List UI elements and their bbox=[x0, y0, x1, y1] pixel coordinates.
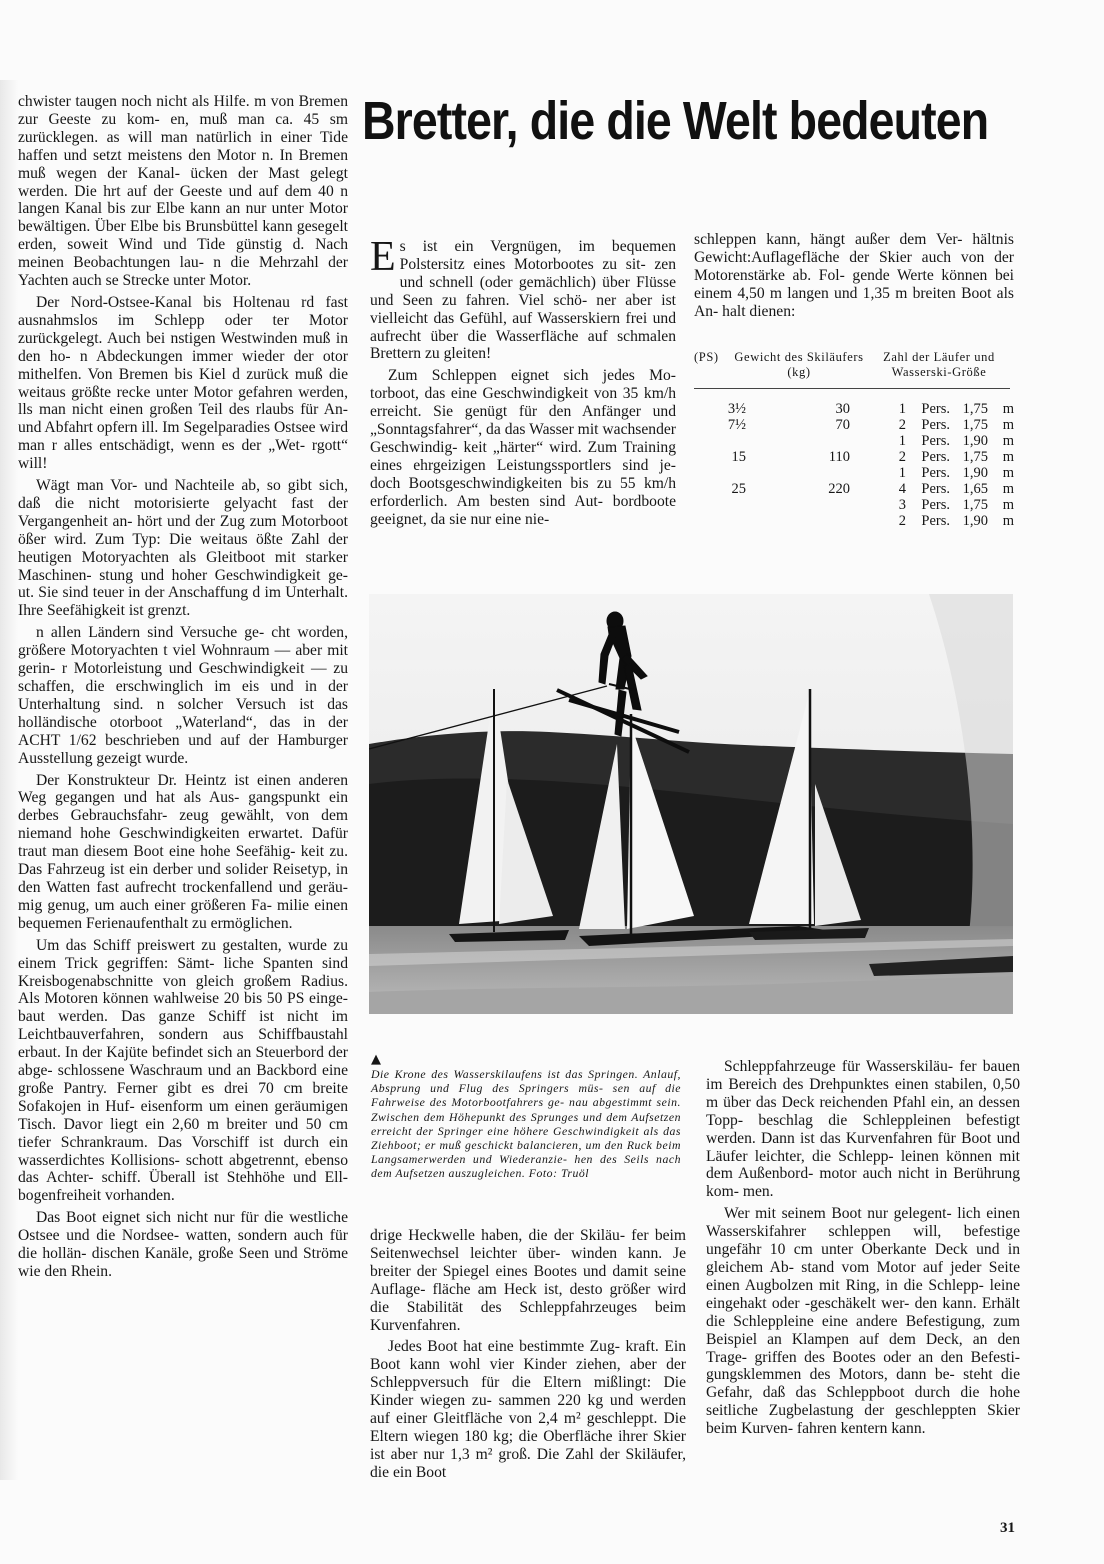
table-cell-unit: m bbox=[1002, 433, 1014, 449]
paragraph: Der Nord-Ostsee-Kanal bis Holtenau rd fast ausnahmslos im Schlepp oder ter Motor zurückgelegt. Auch bei nstigen Westwinden muß in den ho- n Abdeckungen immer wieder der otor mithelfen. Von Bremen bis Kiel d zurück muß die weitaus größte recke unter Motor gefahren werden, lls man nicht einen großen Teil des rlaubs für An- und Abfahrt opfern ill. Im Segelparadies Ostsee wird man r alles entschädigt, wenn es der „Wet- rgott“ will! bbox=[18, 293, 348, 473]
table-cell-n: 2 bbox=[898, 513, 906, 529]
paragraph: drige Heckwelle haben, die der Skiläu- fer beim Seitenwechsel leichter über- winden kann. Je breiter der Spiegel eines Bootes und damit seine Auflage- fläche am Heck ist, desto größer wird die Stabilität des Schleppfahrzeuges beim Kurvenfahren. bbox=[370, 1227, 686, 1334]
table-cell-pers: Pers. bbox=[921, 465, 950, 481]
table-cell-unit: m bbox=[1002, 449, 1014, 465]
table-cell-n: 2 bbox=[898, 417, 906, 433]
table-row bbox=[694, 497, 1014, 513]
paragraph: Schleppfahrzeuge für Wasserskiläu- fer bauen im Bereich des Drehpunktes einen stabilen, 0,50 m über das Deck reichenden Pfahl ein, an dessen Topp- beschlag die Schleppleinen befestigt werden. Dann ist das Kurvenfahren für Boot und Läufer leichter, die Schlepp- leinen können mit dem Außenbord- motor auch nicht in Berührung kom- men. bbox=[706, 1058, 1020, 1201]
table-row bbox=[694, 449, 1014, 465]
table-cell-unit: m bbox=[1002, 513, 1014, 529]
caption-marker-icon: ▲ bbox=[371, 1052, 381, 1067]
table-cell-len: 1,75 bbox=[962, 497, 988, 513]
lead-paragraph bbox=[370, 234, 676, 363]
paragraph: Um das Schiff preiswert zu gestalten, wurde zu einem Trick gegriffen: Sämt- liche Spanten sind Kreisbogenabschnitte von gleich großem Radius. Als Motoren können wahlweise 20 bis 50 PS einge- baut werden. Das ganze Schiff ist nicht im Leichtbauverfahren, sondern aus Schiffbaustahl erbaut. In der Kajüte befindet sich an Steuerbord der abge- schlossene Waschraum und an Backbord eine große Pantry. Ferner gibt es drei 70 cm breite Sofakojen in Huf- eisenform um einen geräumigen Tisch. Davor liegt ein 2,60 m breiter und 50 cm tiefer Schrankraum. Das Vorschiff ist durch ein wasserdichtes Kollisions- schott abgetrennt, ebenso das Achter- schiff. Überall ist Stehhöhe und Ell- bogenfreiheit vorhanden. bbox=[18, 936, 348, 1205]
paragraph: Wer mit seinem Boot nur gelegent- lich einen Wasserskifahrer schleppen will, befestige ungefähr 10 cm unter Oberkante Deck und in gleichem Ab- stand vom Motor auf jeder Seite einen Augbolzen mit Ring, in die Schlepp- leine eingehakt oder -geschäkelt wer- den kann. Erhält die Schleppleine eine andere Befestigung, zum Beispiel an Klampen auf dem Deck, an den Trage- griffen des Bootes oder an den Befesti- gungsklemmen des Motors, dann be- steht die Gefahr, daß das Schleppboot durch die hohe seitliche Zugbelastung der geschleppten Skier beim Kurven- fahren kentern kann. bbox=[706, 1205, 1020, 1438]
drop-cap: E bbox=[370, 234, 396, 280]
table-row bbox=[694, 513, 1014, 529]
table-cell-ps bbox=[694, 513, 746, 529]
table-cell-pers: Pers. bbox=[921, 497, 950, 513]
paragraph: schleppen kann, hängt außer dem Ver- hältnis Gewicht:Auflagefläche der Skier auch von der Motorenstärke ab. Fol- gende Werte können bei einem 4,50 m langen und 1,35 m breiten Boot als An- halt dienen: bbox=[694, 231, 1014, 320]
lead-paragraph-text: s ist ein Vergnügen, im bequemen Polstersitz eines Motorbootes zu sit- zen und schnell (oder gemächlich) über Flüsse und Seen zu fahren. Viel schö- ner aber ist vielleicht das Gefühl, auf Wasserskiern frei und aufrecht über die Wasserfläche auf schmalen Brettern zu gleiten! bbox=[370, 238, 676, 363]
table-cell-kg bbox=[746, 465, 850, 481]
table-row bbox=[694, 401, 1014, 417]
table-cell-pers: Pers. bbox=[921, 401, 950, 417]
table-cell-len: 1,75 bbox=[962, 449, 988, 465]
photo-caption: Die Krone des Wasserskilaufens ist das Springen. Anlauf, Absprung und Flug des Springers müs- sen auf die Fahrweise des Motorbootfahrers ge- nau abgestimmt sein. Zwischen dem Höhepunkt des Sprunges und dem Aufsetzen erreicht der Springer eine höhere Geschwindigkeit als das Ziehboot; er muß geschickt balancieren, um den Ruck beim Langsamerwerden und Wiederanzie- hen des Seils nach dem Aufsetzen auszugleichen. Foto: Truöl bbox=[371, 1067, 681, 1181]
table-cell-n: 1 bbox=[898, 465, 906, 481]
table-cell-kg: 30 bbox=[835, 401, 850, 417]
paragraph: Zum Schleppen eignet sich jedes Mo- torboot, das eine Geschwindigkeit von 35 km/h erreicht. Sie genügt für den Anfänger und „Sonntagsfahrer“, da das Wasser mit wachsender Geschwindig- keit „härter“ wird. Zum Training eines ehrgeizigen Leistungssportlers sind je- doch Bootsgeschwindigkeiten bis zu 55 km/h erforderlich. Am besten sind Aut- bordboote geeignet, da sie nur eine nie- bbox=[370, 367, 676, 528]
table-cell-unit: m bbox=[1002, 497, 1014, 513]
paragraph: Jedes Boot hat eine bestimmte Zug- kraft. Ein Boot kann wohl vier Kinder ziehen, aber der Schleppversuch für die Eltern mißlingt: Die Kinder wiegen zu- sammen 220 kg und werden auf einer Gleitfläche von 2,4 m² geschleppt. Die Eltern wiegen 180 kg; die Oberfläche ihrer Skier ist aber nur 1,3 m² groß. Die Zahl der Skiläufer, die ein Boot bbox=[370, 1338, 686, 1481]
table-cell-len: 1,75 bbox=[962, 401, 988, 417]
table-cell-n: 3 bbox=[898, 497, 906, 513]
paragraph: n allen Ländern sind Versuche ge- cht worden, größere Motoryachten t viel Wohnraum — aber mit gerin- r Motorleistung und Geschwindigkeit — zu schaffen, die erschwinglich im eis und in der Unterhaltung sind. n solcher Versuch ist das holländische otorboot „Waterland“, das in der ACHT 1/62 beschrieben und auf der Hamburger Ausstellung gezeigt wurde. bbox=[18, 624, 348, 767]
table-cell-n: 1 bbox=[898, 433, 906, 449]
table-cell-unit: m bbox=[1002, 417, 1014, 433]
table-cell-ps: 15 bbox=[731, 449, 746, 465]
table-cell-n: 2 bbox=[898, 449, 906, 465]
right-bottom-column bbox=[706, 1058, 1020, 1438]
table-row bbox=[694, 465, 1014, 481]
table-cell-pers: Pers. bbox=[921, 449, 950, 465]
table-row bbox=[694, 481, 1014, 497]
middle-bottom-column bbox=[370, 1227, 686, 1482]
page-gutter-shadow bbox=[0, 80, 18, 1480]
middle-column bbox=[370, 234, 676, 529]
table-cell-len: 1,90 bbox=[962, 433, 988, 449]
table-cell-kg: 70 bbox=[835, 417, 850, 433]
header-count: Zahl der Läufer und Wasserski-Größe bbox=[883, 350, 995, 379]
table-cell-ps bbox=[694, 465, 746, 481]
table-cell-ps bbox=[694, 433, 746, 449]
paragraph: Das Boot eignet sich nicht nur für die westliche Ostsee und die Nordsee- watten, sondern auch für die hollän- dischen Kanäle, große Seen und Ströme wie den Rhein. bbox=[18, 1209, 348, 1280]
page-number: 31 bbox=[1000, 1520, 1015, 1536]
table-row bbox=[694, 417, 1014, 433]
header-weight: Gewicht des Skiläufers (kg) bbox=[734, 350, 864, 379]
table-cell-unit: m bbox=[1002, 401, 1014, 417]
left-column bbox=[18, 93, 348, 1281]
table-cell-kg bbox=[746, 497, 850, 513]
table-cell-ps: 3½ bbox=[727, 401, 746, 417]
table-cell-pers: Pers. bbox=[921, 433, 950, 449]
paragraph: Wägt man Vor- und Nachteile ab, so gibt sich, daß die nicht motorisierte gelyacht fast der Vergangenheit an- hört und der Zug zum Motorboot ößer wird. Zum Typ: Die weitaus ößte Zahl der heutigen Motoryachten als Gleitboot mit starker Maschinen- stung und hoher Geschwindigkeit ge- ut. Sie sind teuer in der Anschaffung d im Unterhalt. Ihre Seefähigkeit ist grenzt. bbox=[18, 477, 348, 620]
ski-values-table bbox=[694, 350, 1014, 529]
table-row bbox=[694, 433, 1014, 449]
table-cell-pers: Pers. bbox=[921, 513, 950, 529]
table-rule bbox=[694, 388, 1010, 389]
table-cell-n: 1 bbox=[898, 401, 906, 417]
table-cell-len: 1,65 bbox=[962, 481, 988, 497]
article-headline: Bretter, die die Welt bedeuten bbox=[362, 91, 989, 151]
table-cell-kg bbox=[746, 513, 850, 529]
table-cell-kg: 220 bbox=[828, 481, 850, 497]
table-cell-n: 4 bbox=[898, 481, 906, 497]
table-cell-unit: m bbox=[1002, 481, 1014, 497]
table-cell-pers: Pers. bbox=[921, 417, 950, 433]
table-header bbox=[694, 350, 1014, 380]
right-column bbox=[694, 231, 1014, 321]
paragraph: Der Konstrukteur Dr. Heintz ist einen anderen Weg gegangen und hat als Aus- gangspunkt ein derbes Gebrauchsfahr- zeug gewählt, von dem niemand hohe Geschwindigkeiten erwartet. Dafür traut man diesem Boot eine hohe Seefähig- keit zu. Das Fahrzeug ist ein derber und solider Reisetyp, in den Watten fast aufrecht trockenfallend und geräu- mig genug, um auch einer größeren Fa- milie einen bequemen Ferienaufenthalt zu ermöglichen. bbox=[18, 771, 348, 932]
table-cell-kg: 110 bbox=[828, 449, 850, 465]
waterski-jump-photo bbox=[369, 594, 1013, 1014]
table-body bbox=[694, 401, 1014, 529]
paragraph: chwister taugen noch nicht als Hilfe. m von Bremen zur Geeste zu kom- en, muß man ca. 45 sm zurücklegen. as will man natürlich in einer Tide haffen und setzt meistens den Motor n. In Bremen muß wegen der Kanal- ücken der Mast gelegt werden. Die hrt auf der Geeste und auf dem 40 n langen Kanal bis zur Elbe kann an nur unter Motor bewältigen. Über Elbe bis Brunsbüttel kann gesegelt erden, soweit Wind und Tide günstig d. Nach meinen Beobachtungen lau- n die Mehrzahl der Yachten auch se Strecke unter Motor. bbox=[18, 93, 348, 290]
table-cell-len: 1,75 bbox=[962, 417, 988, 433]
table-cell-len: 1,90 bbox=[962, 465, 988, 481]
table-cell-ps: 25 bbox=[731, 481, 746, 497]
table-cell-len: 1,90 bbox=[962, 513, 988, 529]
table-cell-pers: Pers. bbox=[921, 481, 950, 497]
header-ps: (PS) bbox=[694, 350, 719, 364]
table-cell-unit: m bbox=[1002, 465, 1014, 481]
table-cell-kg bbox=[746, 433, 850, 449]
table-cell-ps: 7½ bbox=[727, 417, 746, 433]
table-cell-ps bbox=[694, 497, 746, 513]
